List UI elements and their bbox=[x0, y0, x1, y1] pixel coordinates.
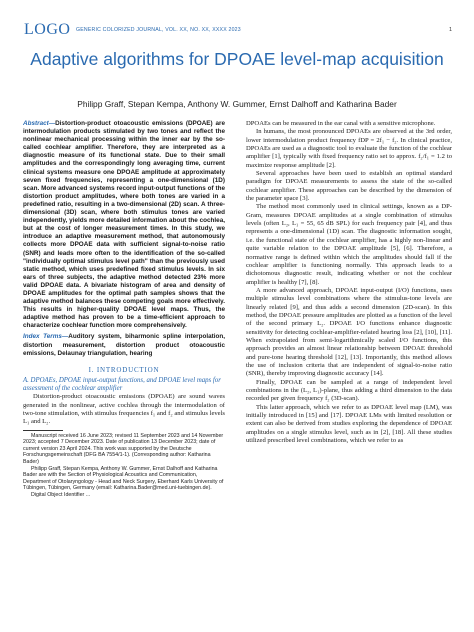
section-heading: I. INTRODUCTION bbox=[88, 365, 160, 374]
body-paragraph: The method most commonly used in clinical settings, known as a DP-Gram, measures DPOAE amplitudes at a single combination of stimulus levels (often L₂, L₁ = 55, 65 dB SPL) for each frequency pair [4], and thus represents a one-dimensional (1D) scan. The diagnostic information sought, i.e. the functional state of the cochlear amplifier, has a highly non-linear and quite variable relation to the DPOAE amplitude [5], [6]. Therefore, a normative range is defined within which the amplitudes should fall if the cochlear amplifier is functioning normally. This approach leads to a dichotomous diagnostic result, indicating whether or not the cochlear amplifier is healthy [7], [8]. bbox=[246, 203, 452, 286]
abstract-text: Distortion-product otoacoustic emissions (DPOAE) are intermodulation products stimulated by two tones and reflect the nonlinear mechanical processing within the inner ear by the so-called cochlear amplifier. Therefore, they are interpreted as a diagnostic measure of its functional state. Due to their small amplitudes and the correspondingly long averaging time, current clinical systems measure one DPOAE amplitude at approximately seven fixed frequencies, representing a one-dimensional (1D) scan. More advanced systems record input-output functions of the distortion product amplitudes, where both tones are varied in a predefined ratio, resulting in a two-dimensional (2D) scan. A three-dimensional (3D) scan, where both stimulus tones are varied independently, yields more detailed information about the cochlea, but at the cost of longer measurement times. In this study, we introduce an adaptive measurement method, that autonomously collects more DPOAE data with sufficient signal-to-noise ratio (SNR) and leads more often to the identification of the so-called "individually optimal stimulus level path" than the previously used static method, which uses predefined fixed stimulus levels. In six ears of three subjects, the adaptive method detected 23% more valid DPOAE data. A bivariate histogram of area and density of DPOAE amplitudes for the optimal path samples shows that the adaptive method balances these competing goals more effectively. This results in higher-quality DPOAE level maps. Thus, the adaptive method has proven to be a time-efficient approach to characterize cochlear function more comprehensively. bbox=[23, 120, 225, 330]
paper-title: Adaptive algorithms for DPOAE level-map acquisition bbox=[30, 49, 444, 69]
footnote-received: Manuscript received 16 June 2023; revised 11 September 2023 and 14 November 2023; accepted 7 December 2023. Date of publication 13 December 2023; date of current version 23 April 2024. This work was supported by the Deutsche Forschungsgemeinschaft (DFG BA 7554/1-1). (Corresponding author: Katharina Bader) bbox=[23, 432, 224, 465]
right-column bbox=[246, 120, 452, 445]
running-header bbox=[24, 21, 452, 38]
page-number: 1 bbox=[448, 27, 452, 33]
body-paragraph: Finally, DPOAE can be sampled at a range of independent level combinations in the (L₂, L₁)-plane, thus adding a third dimension to the data recorded per given frequency f₂ (3D-scan). bbox=[246, 378, 452, 403]
left-column bbox=[23, 120, 225, 499]
intro-paragraph: Distortion-product otoacoustic emissions (DPOAE) are sound waves generated in the nonlinear, active cochlea through the intermodulation of two-tone stimulation, with stimulus frequencies f₁ and f₂ and stimulus levels L₁ and L₂. bbox=[23, 393, 225, 426]
index-terms-label: Index Terms— bbox=[23, 333, 69, 341]
body-paragraph: In humans, the most pronounced DPOAEs are observed at the 3rd order, lower intermodulation product frequency fDP = 2f₁ − f₂. In clinical practice, DPOAEs are used as a diagnostic tool to evaluate the function of the cochlear amplifier [1], typically with fixed frequency ratio set to approx. f₂/f₁ = 1.2 to maximize response amplitude [2]. bbox=[246, 128, 452, 169]
journal-name: GENERIC COLORIZED JOURNAL, VOL. XX, NO. XX, XXXX 2023 bbox=[76, 27, 241, 33]
body-paragraph: This latter approach, which we refer to as DPOAE level map (LM), was initially introduced in [15] and [17]. DPOAE LMs with limited resolution or extent can also be derived from studies exploring the dependence of DPOAE amplitudes on a single stimulus level, such as in [2], [18]. All these studies utilized prescribed level combinations, which we refer to as bbox=[246, 403, 452, 445]
body-paragraph: DPOAEs can be measured in the ear canal with a sensitive microphone. bbox=[246, 120, 436, 127]
abstract-label: Abstract— bbox=[23, 120, 56, 127]
abstract bbox=[23, 120, 225, 330]
index-terms-text: Auditory system, biharmonic spline interpolation, distortion measurement, distortion product otoacoustic emissions, Delaunay triangulation, hearing bbox=[23, 333, 225, 357]
author-list: Philipp Graff, Stepan Kempa, Anthony W. Gummer, Ernst Dalhoff and Katharina Bader bbox=[77, 99, 397, 109]
body-paragraph: Several approaches have been used to establish an optimal standard paradigm for DPOAE measurements to assess the state of the so-called cochlear amplifier. These approaches can be described by the dimension of the parameter space [3]. bbox=[246, 170, 452, 203]
subsection-heading: A. DPOAEs, DPOAE input-output functions, and DPOAE level maps for assessment of the cochlear amplifier bbox=[23, 377, 221, 393]
index-terms bbox=[23, 333, 225, 357]
journal-logo: LOGO bbox=[24, 21, 71, 38]
footnote-rule bbox=[23, 430, 63, 431]
footnote-doi: Digital Object Identifier ... bbox=[31, 491, 91, 498]
footnote-affiliation: Philipp Graff, Stepan Kempa, Anthony W. Gummer, Ernst Dalhoff and Katharina Bader are with the Section of Physiological Acoustics and Communication, Department of Otolaryngology - Head and Neck Surgery, Eberhard Karls University of Tübingen, Tübingen, Germany (email: Katharina.Bader@med.uni-tuebingen.de). bbox=[23, 465, 224, 492]
body-paragraph: A more advanced approach, DPOAE input-output (I/O) functions, uses multiple stimulus level combinations where the stimulus-tone levels are linearly related [9], and thus adds a second dimension (2D-scan). In this method, the DPOAE pressure amplitudes are plotted as a function of the level of the second primary L₂. DPOAE I/O functions enhance diagnostic sensitivity for detecting cochlear-amplifier-related hearing loss [2], [10], [11]. When extrapolated from semi-logarithmically scaled I/O functions, this approach provides an almost linear relationship between DPOAE threshold and pure-tone hearing threshold [12], [13]. Importantly, this method allows the use of inclusion criteria that are independent of signal-to-noise ratio (SNR), thereby improving diagnostic accuracy [14]. bbox=[246, 286, 452, 378]
